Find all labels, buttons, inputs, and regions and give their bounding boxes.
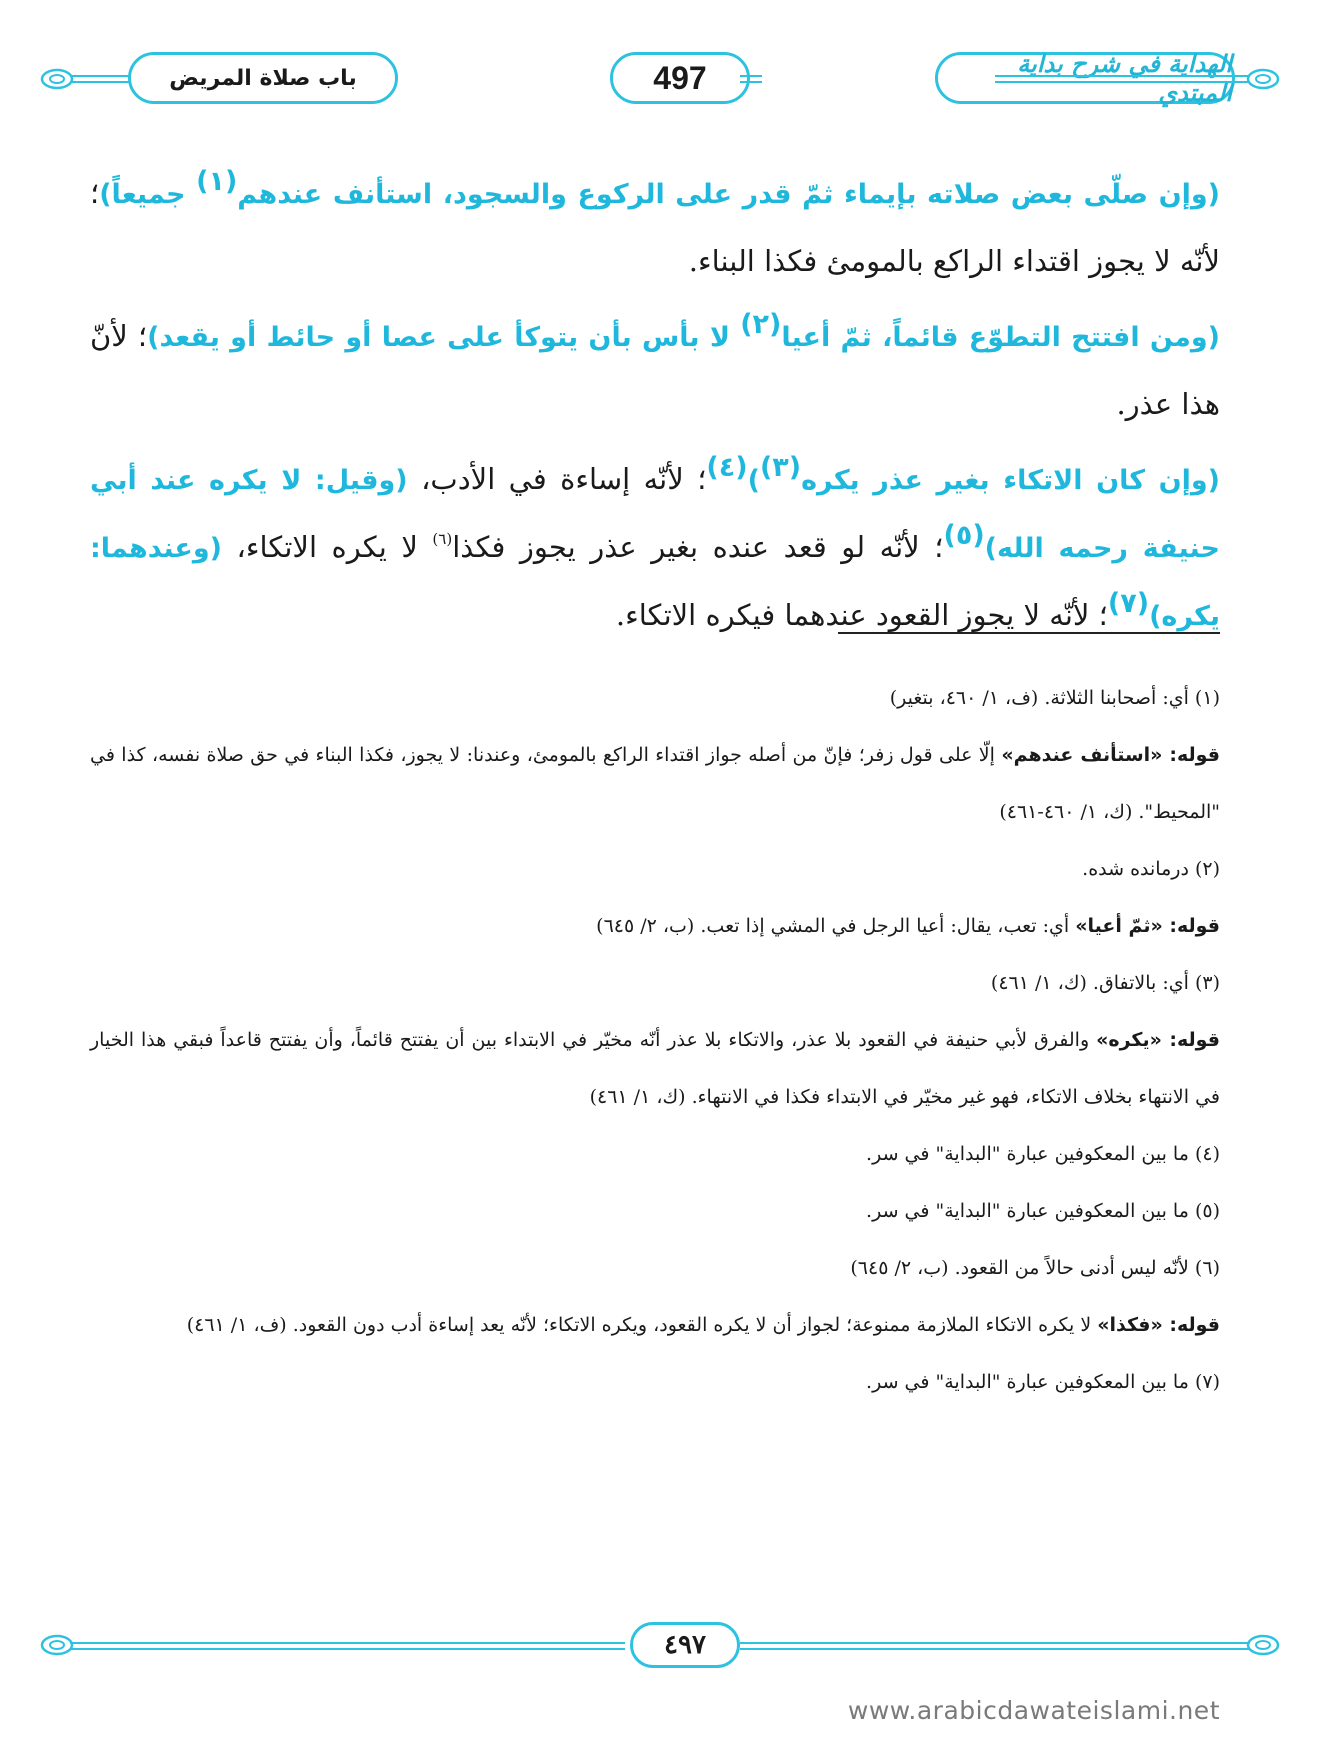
website-url[interactable]: www.arabicdawateislami.net [847,1696,1220,1725]
footnote-7: (٧) ما بين المعكوفين عبارة "البداية" في سر. [866,1371,1220,1393]
matn-text: (وإن كان الاتكاء بغير عذر يكره [801,465,1220,496]
footnote-ref: (٤) [706,452,748,484]
footer-page-number: ٤٩٧ [630,1622,740,1668]
footnote-ref: (٢) [740,309,782,341]
footnote-5: (٥) ما بين المعكوفين عبارة "البداية" في سر. [866,1200,1220,1222]
footnote-3: (٣) أي: بالاتفاق. (ك، ١/ ٤٦١) [990,972,1220,994]
footnote-ref: (٧) [1107,588,1150,620]
gloss-1 [90,727,1220,841]
matn-text: (وعندهما: يكره) [90,533,1220,632]
matn-text: لا بأس بأن يتوكأ على عصا أو حائط أو يقعد) [147,322,741,353]
gloss-2 [90,898,1220,955]
header-rule-right [995,75,1250,83]
book-title: الهداية في شرح بداية المبتدي [935,52,1235,104]
page-header [40,48,1280,110]
footer-rule-left [70,1642,625,1650]
matn-text: (وقيل: لا يكره عند أبي حنيفة رحمه الله) [90,465,1220,564]
header-rule-mid-right [740,75,762,83]
footer-rule-right [740,1642,1250,1650]
commentary-text: لا يكره الاتكاء، [221,530,433,564]
matn-text: ) [747,465,760,496]
page-footer [40,1620,1280,1670]
gloss-text: لا يكره الاتكاء الملازمة ممنوعة؛ لجواز أن لا يكره القعود، ويكره الاتكاء؛ لأنّه يعد إساءة أدب دون القعود. (ف، ١/ ٤٦١) [186,1314,1098,1336]
footnote-divider [838,632,1220,634]
paragraph-2 [90,303,1220,438]
matn-text: (ومن افتتح التطوّع قائماً، ثمّ أعيا [781,322,1221,353]
chapter-title: باب صلاة المريض [128,52,398,104]
footnotes [90,670,1220,1411]
footnote-ref: (٥) [943,520,985,552]
ornament-left-icon [40,62,74,96]
matn-text: جميعاً) [99,179,197,210]
footnote-ref: (٦) [432,530,453,549]
commentary-text: ؛ لأنّه لا يجوز اقتداء الراكع بالمومئ فكذا البناء. [90,176,1220,278]
gloss-4 [90,1297,1220,1354]
footnote-ref: (١) [196,166,238,198]
ornament-left-icon [40,1628,74,1662]
footnote-2: (٢) درمانده شده. [1082,858,1220,880]
gloss-label: قوله: «استأنف عندهم» [1001,744,1220,766]
gloss-text: والفرق لأبي حنيفة في القعود بلا عذر، والاتكاء بلا عذر أنّه مخيّر في الابتداء بين أن يفتتح قائماً، وأن يفتتح قاعداً فبقي هذا الخيار في الانتهاء بخلاف الاتكاء، فهو غير مخيّر في الابتداء فكذا في الانتهاء. (ك، ١/ ٤٦١) [90,1029,1220,1108]
commentary-text: ؛ لأنّ هذا عذر. [90,319,1220,421]
main-text [90,160,1220,658]
gloss-text: أي: تعب، يقال: أعيا الرجل في المشي إذا تعب. (ب، ٢/ ٦٤٥) [596,915,1076,937]
header-page-number: 497 [610,52,750,104]
commentary-text: ؛ لأنّه لا يجوز القعود عندهما فيكره الاتكاء. [615,598,1108,632]
gloss-label: قوله: «يكره» [1096,1029,1220,1051]
ornament-right-icon [1246,62,1280,96]
footnote-1: (١) أي: أصحابنا الثلاثة. (ف، ١/ ٤٦٠، بتغير) [889,687,1220,709]
footnote-6: (٦) لأنّه ليس أدنى حالاً من القعود. (ب، ٢/ ٦٤٥) [850,1257,1220,1279]
footnote-ref: (٣) [759,452,802,484]
paragraph-3 [90,446,1220,650]
commentary-text: ؛ لأنّه لو قعد عنده بغير عذر يجوز فكذا [452,530,944,564]
commentary-text: ؛ لأنّه إساءة في الأدب، [407,462,707,496]
gloss-3 [90,1012,1220,1126]
gloss-label: قوله: «ثمّ أعيا» [1075,915,1220,937]
gloss-label: قوله: «فكذا» [1097,1314,1220,1336]
matn-text: (وإن صلّى بعض صلاته بإيماء ثمّ قدر على الركوع والسجود، استأنف عندهم [237,179,1221,210]
gloss-text: إلّا على قول زفر؛ فإنّ من أصله جواز اقتداء الراكع بالمومئ، وعندنا: لا يجوز، فكذا البناء في حق صلاة نفسه، كذا في "المحيط". (ك، ١/ ٤٦٠-٤٦١) [90,744,1220,823]
footnote-4: (٤) ما بين المعكوفين عبارة "البداية" في سر. [866,1143,1220,1165]
ornament-right-icon [1246,1628,1280,1662]
paragraph-1 [90,160,1220,295]
